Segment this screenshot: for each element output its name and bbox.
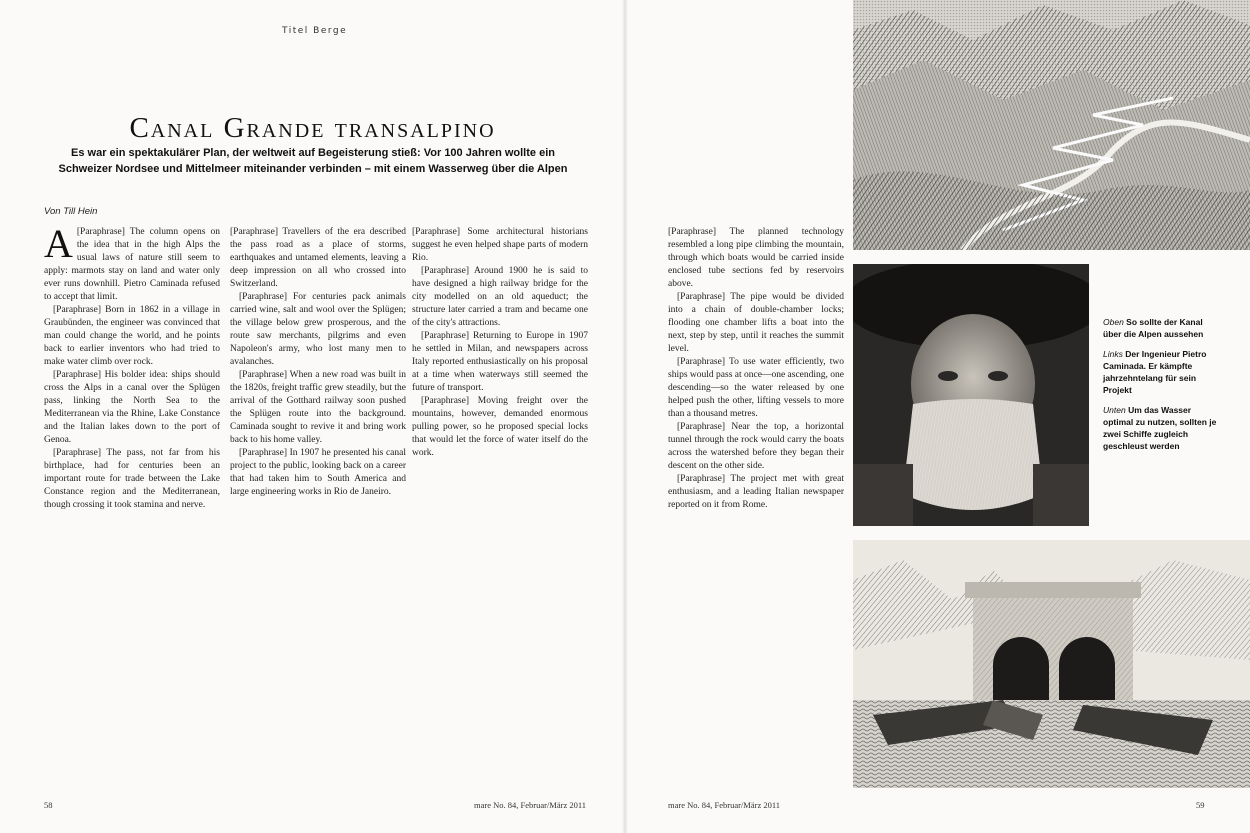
canal-lock-engraving (853, 540, 1250, 788)
paragraph: [Paraphrase] The pass, not far from his birthplace, had for centuries been an important route for trade between the Lake Constance region and the Mediterranean, though crossing it took stamina and nerve. (44, 448, 220, 510)
paragraph: [Paraphrase] When a new road was built in the 1820s, freight traffic grew steadily, but the arrival of the Gotthard railway soon pushed the Splügen route into the background. Caminada sought to revive it and bring work back to his home valley. (230, 370, 406, 445)
paragraph: [Paraphrase] His bolder idea: ships should cross the Alps in a canal over the Splügen pass, linking the North Sea to the Mediterranean via the Rhine, Lake Constance and the Italian lakes down to the port of Genoa. (44, 370, 220, 445)
caption-lead: Oben (1103, 317, 1124, 327)
paragraph: [Paraphrase] The column opens on the idea that in the high Alps the usual laws of nature still seem to apply: marmots stay on land and water only ever runs downhill. Pietro Caminada refused to accept that limit. (44, 227, 220, 302)
paragraph: [Paraphrase] For centuries pack animals carried wine, salt and wool over the Splügen; the village below grew prosperous, and the route saw merchants, pilgrims and even Napoleon's army, who lost many men to avalanches. (230, 292, 406, 367)
paragraph: [Paraphrase] Around 1900 he is said to have designed a high railway bridge for the city modelled on an old aqueduct; the structure later carried a tram and became one of the city's attractions. (412, 266, 588, 328)
footer-issue-right: mare No. 84, Februar/März 2011 (668, 800, 781, 810)
article-title: Canal Grande transalpino (129, 112, 496, 144)
paragraph: [Paraphrase] Moving freight over the mountains, however, demanded enormous pulling power, so he proposed special locks that would let the force of water itself do the work. (412, 396, 588, 458)
paragraph: [Paraphrase] To use water efficiently, two ships would pass at once—one ascending, one descending—so the water released by one helped push the other, lifting vessels to more than a thousand metres. (668, 357, 844, 419)
caption-lead: Links (1103, 349, 1123, 359)
caption-top (1103, 316, 1221, 340)
paragraph: [Paraphrase] Born in 1862 in a village in Graubünden, the engineer was convinced that man could change the world, and he points back to earlier inventors who had tried to make water climb over rock. (44, 305, 220, 367)
spine-gutter (622, 0, 628, 833)
paragraph: [Paraphrase] The planned technology resembled a long pipe climbing the mountain, through which boats would be carried inside enclosed tube sections fed by reservoirs above. (668, 227, 844, 289)
drop-cap: A (44, 226, 73, 266)
alpine-valley-engraving (853, 0, 1250, 250)
page-number-left: 58 (44, 800, 53, 810)
byline: Von Till Hein (44, 206, 98, 217)
paragraph: [Paraphrase] Near the top, a horizontal tunnel through the rock would carry the boats across the watershed before they began their descent on the other side. (668, 422, 844, 471)
image-captions (1103, 316, 1221, 460)
caption-text: So sollte der Kanal über die Alpen aussehen (1103, 317, 1204, 339)
body-column-3 (412, 226, 588, 786)
paragraph: [Paraphrase] Travellers of the era described the pass road as a place of storms, earthquakes and untamed elements, leaving a deep impression on all who crossed into Switzerland. (230, 227, 406, 289)
body-column-4 (668, 226, 844, 786)
caption-text: Der Ingenieur Pietro Caminada. Er kämpfte jahrzehntelang für sein Projekt (1103, 349, 1207, 395)
caption-bottom (1103, 404, 1221, 452)
caption-lead: Unten (1103, 405, 1126, 415)
paragraph: [Paraphrase] In 1907 he presented his canal project to the public, looking back on a career that had taken him to South America and large engineering works in Rio de Janeiro. (230, 448, 406, 497)
article-deck: Es war ein spektakulärer Plan, der weltweit auf Begeisterung stieß: Vor 100 Jahren wollte ein Schweizer Nordsee und Mittelmeer miteinander verbinden – mit einem Wasserweg über die Alpen (58, 147, 568, 175)
paragraph: [Paraphrase] Some architectural historians suggest he even helped shape parts of modern Rio. (412, 227, 588, 263)
body-column-2 (230, 226, 406, 786)
engineer-portrait-photo (853, 264, 1089, 526)
section-label: Titel Berge (282, 26, 348, 36)
page-number-right: 59 (1196, 800, 1205, 810)
footer-issue-left: mare No. 84, Februar/März 2011 (474, 800, 587, 810)
caption-left (1103, 348, 1221, 396)
caption-text: Um das Wasser optimal zu nutzen, sollten je zwei Schiffe zugleich geschleust werden (1103, 405, 1217, 451)
paragraph: [Paraphrase] The pipe would be divided into a chain of double-chamber locks; flooding one chamber lifts a boat into the next, step by step, until it reaches the summit level. (668, 292, 844, 354)
paragraph: [Paraphrase] The project met with great enthusiasm, and a leading Italian newspaper reported on it from Rome. (668, 474, 844, 510)
paragraph: [Paraphrase] Returning to Europe in 1907 he settled in Milan, and newspapers across Italy reported enthusiastically on his proposal at a time when waterways still seemed the future of transport. (412, 331, 588, 393)
body-column-1 (44, 226, 220, 786)
